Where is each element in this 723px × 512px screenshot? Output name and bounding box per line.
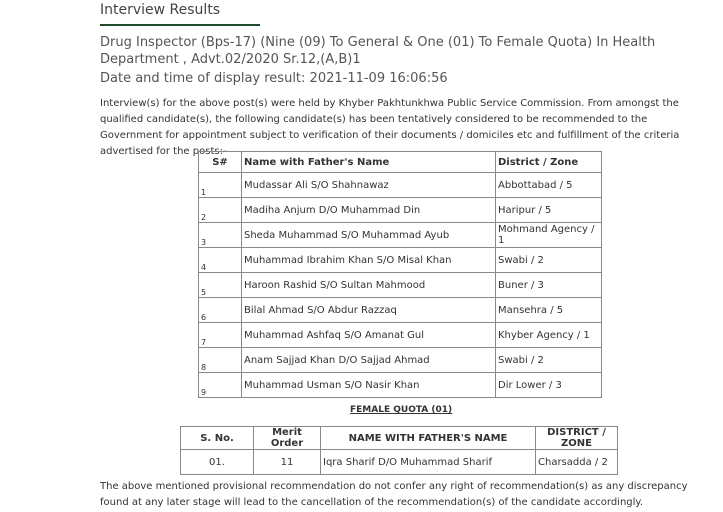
serial-number: 6 [199, 298, 242, 323]
merit-order: 11 [254, 450, 321, 475]
table-row [199, 198, 602, 223]
table-header-row [181, 427, 618, 450]
serial-number: 2 [199, 198, 242, 223]
serial-number: 1 [199, 173, 242, 198]
table-row [199, 248, 602, 273]
serial-number: 9 [199, 373, 242, 398]
candidate-name: Muhammad Ashfaq S/O Amanat Gul [242, 323, 496, 348]
district-zone: Mansehra / 5 [496, 298, 602, 323]
header-district: DISTRICT / ZONE [536, 427, 618, 450]
display-date: Date and time of display result: 2021-11-09 16:06:56 [100, 71, 448, 86]
footer-note: The above mentioned provisional recommendation do not confer any right of recommendation(s) as any discrepancy found at any later stage will lead to the cancellation of the recommendation(s) of the candidate accordingly. [100, 481, 688, 508]
candidate-name: Iqra Sharif D/O Muhammad Sharif [321, 450, 536, 475]
serial-number: 3 [199, 223, 242, 248]
page-heading: Interview Results [100, 2, 221, 18]
district-zone: Dir Lower / 3 [496, 373, 602, 398]
candidate-name: Mudassar Ali S/O Shahnawaz [242, 173, 496, 198]
district-zone: Mohmand Agency / 1 [496, 223, 602, 248]
post-title: Drug Inspector (Bps-17) (Nine (09) To General & One (01) To Female Quota) In Health Department , Advt.02/2020 Sr.12,(A,B)1 [100, 35, 656, 67]
candidate-name: Bilal Ahmad S/O Abdur Razzaq [242, 298, 496, 323]
female-quota-caption: FEMALE QUOTA (01) [350, 405, 453, 415]
candidate-name: Haroon Rashid S/O Sultan Mahmood [242, 273, 496, 298]
district-zone: Swabi / 2 [496, 348, 602, 373]
candidate-name: Sheda Muhammad S/O Muhammad Ayub [242, 223, 496, 248]
header-sn: S. No. [181, 427, 254, 450]
header-name: NAME WITH FATHER'S NAME [321, 427, 536, 450]
table-row [199, 273, 602, 298]
serial-number: 7 [199, 323, 242, 348]
heading-underline [100, 24, 260, 26]
table-row [199, 348, 602, 373]
table-row [199, 373, 602, 398]
table-row [199, 223, 602, 248]
candidate-name: Muhammad Usman S/O Nasir Khan [242, 373, 496, 398]
table-row [199, 323, 602, 348]
candidate-name: Anam Sajjad Khan D/O Sajjad Ahmad [242, 348, 496, 373]
table-row [199, 173, 602, 198]
candidate-name: Muhammad Ibrahim Khan S/O Misal Khan [242, 248, 496, 273]
header-name: Name with Father's Name [242, 152, 496, 173]
header-sn: S# [199, 152, 242, 173]
district-zone: Abbottabad / 5 [496, 173, 602, 198]
district-zone: Charsadda / 2 [536, 450, 618, 475]
table-row [199, 298, 602, 323]
table-row [181, 450, 618, 475]
intro-paragraph: Interview(s) for the above post(s) were held by Khyber Pakhtunkhwa Public Service Commission. From amongst the qualified candidate(s), the following candidate(s) has been tentatively considered to be recommended to the Government for appointment subject to verification of their documents / domiciles etc and fulfillment of the criteria advertised for the posts:- [100, 98, 680, 157]
serial-number: 8 [199, 348, 242, 373]
district-zone: Khyber Agency / 1 [496, 323, 602, 348]
general-results-table [198, 151, 602, 398]
serial-number: 4 [199, 248, 242, 273]
district-zone: Swabi / 2 [496, 248, 602, 273]
header-district: District / Zone [496, 152, 602, 173]
district-zone: Haripur / 5 [496, 198, 602, 223]
serial-number: 01. [181, 450, 254, 475]
candidate-name: Madiha Anjum D/O Muhammad Din [242, 198, 496, 223]
table-header-row [199, 152, 602, 173]
district-zone: Buner / 3 [496, 273, 602, 298]
female-quota-table [180, 426, 618, 475]
header-merit-order: Merit Order [254, 427, 321, 450]
serial-number: 5 [199, 273, 242, 298]
